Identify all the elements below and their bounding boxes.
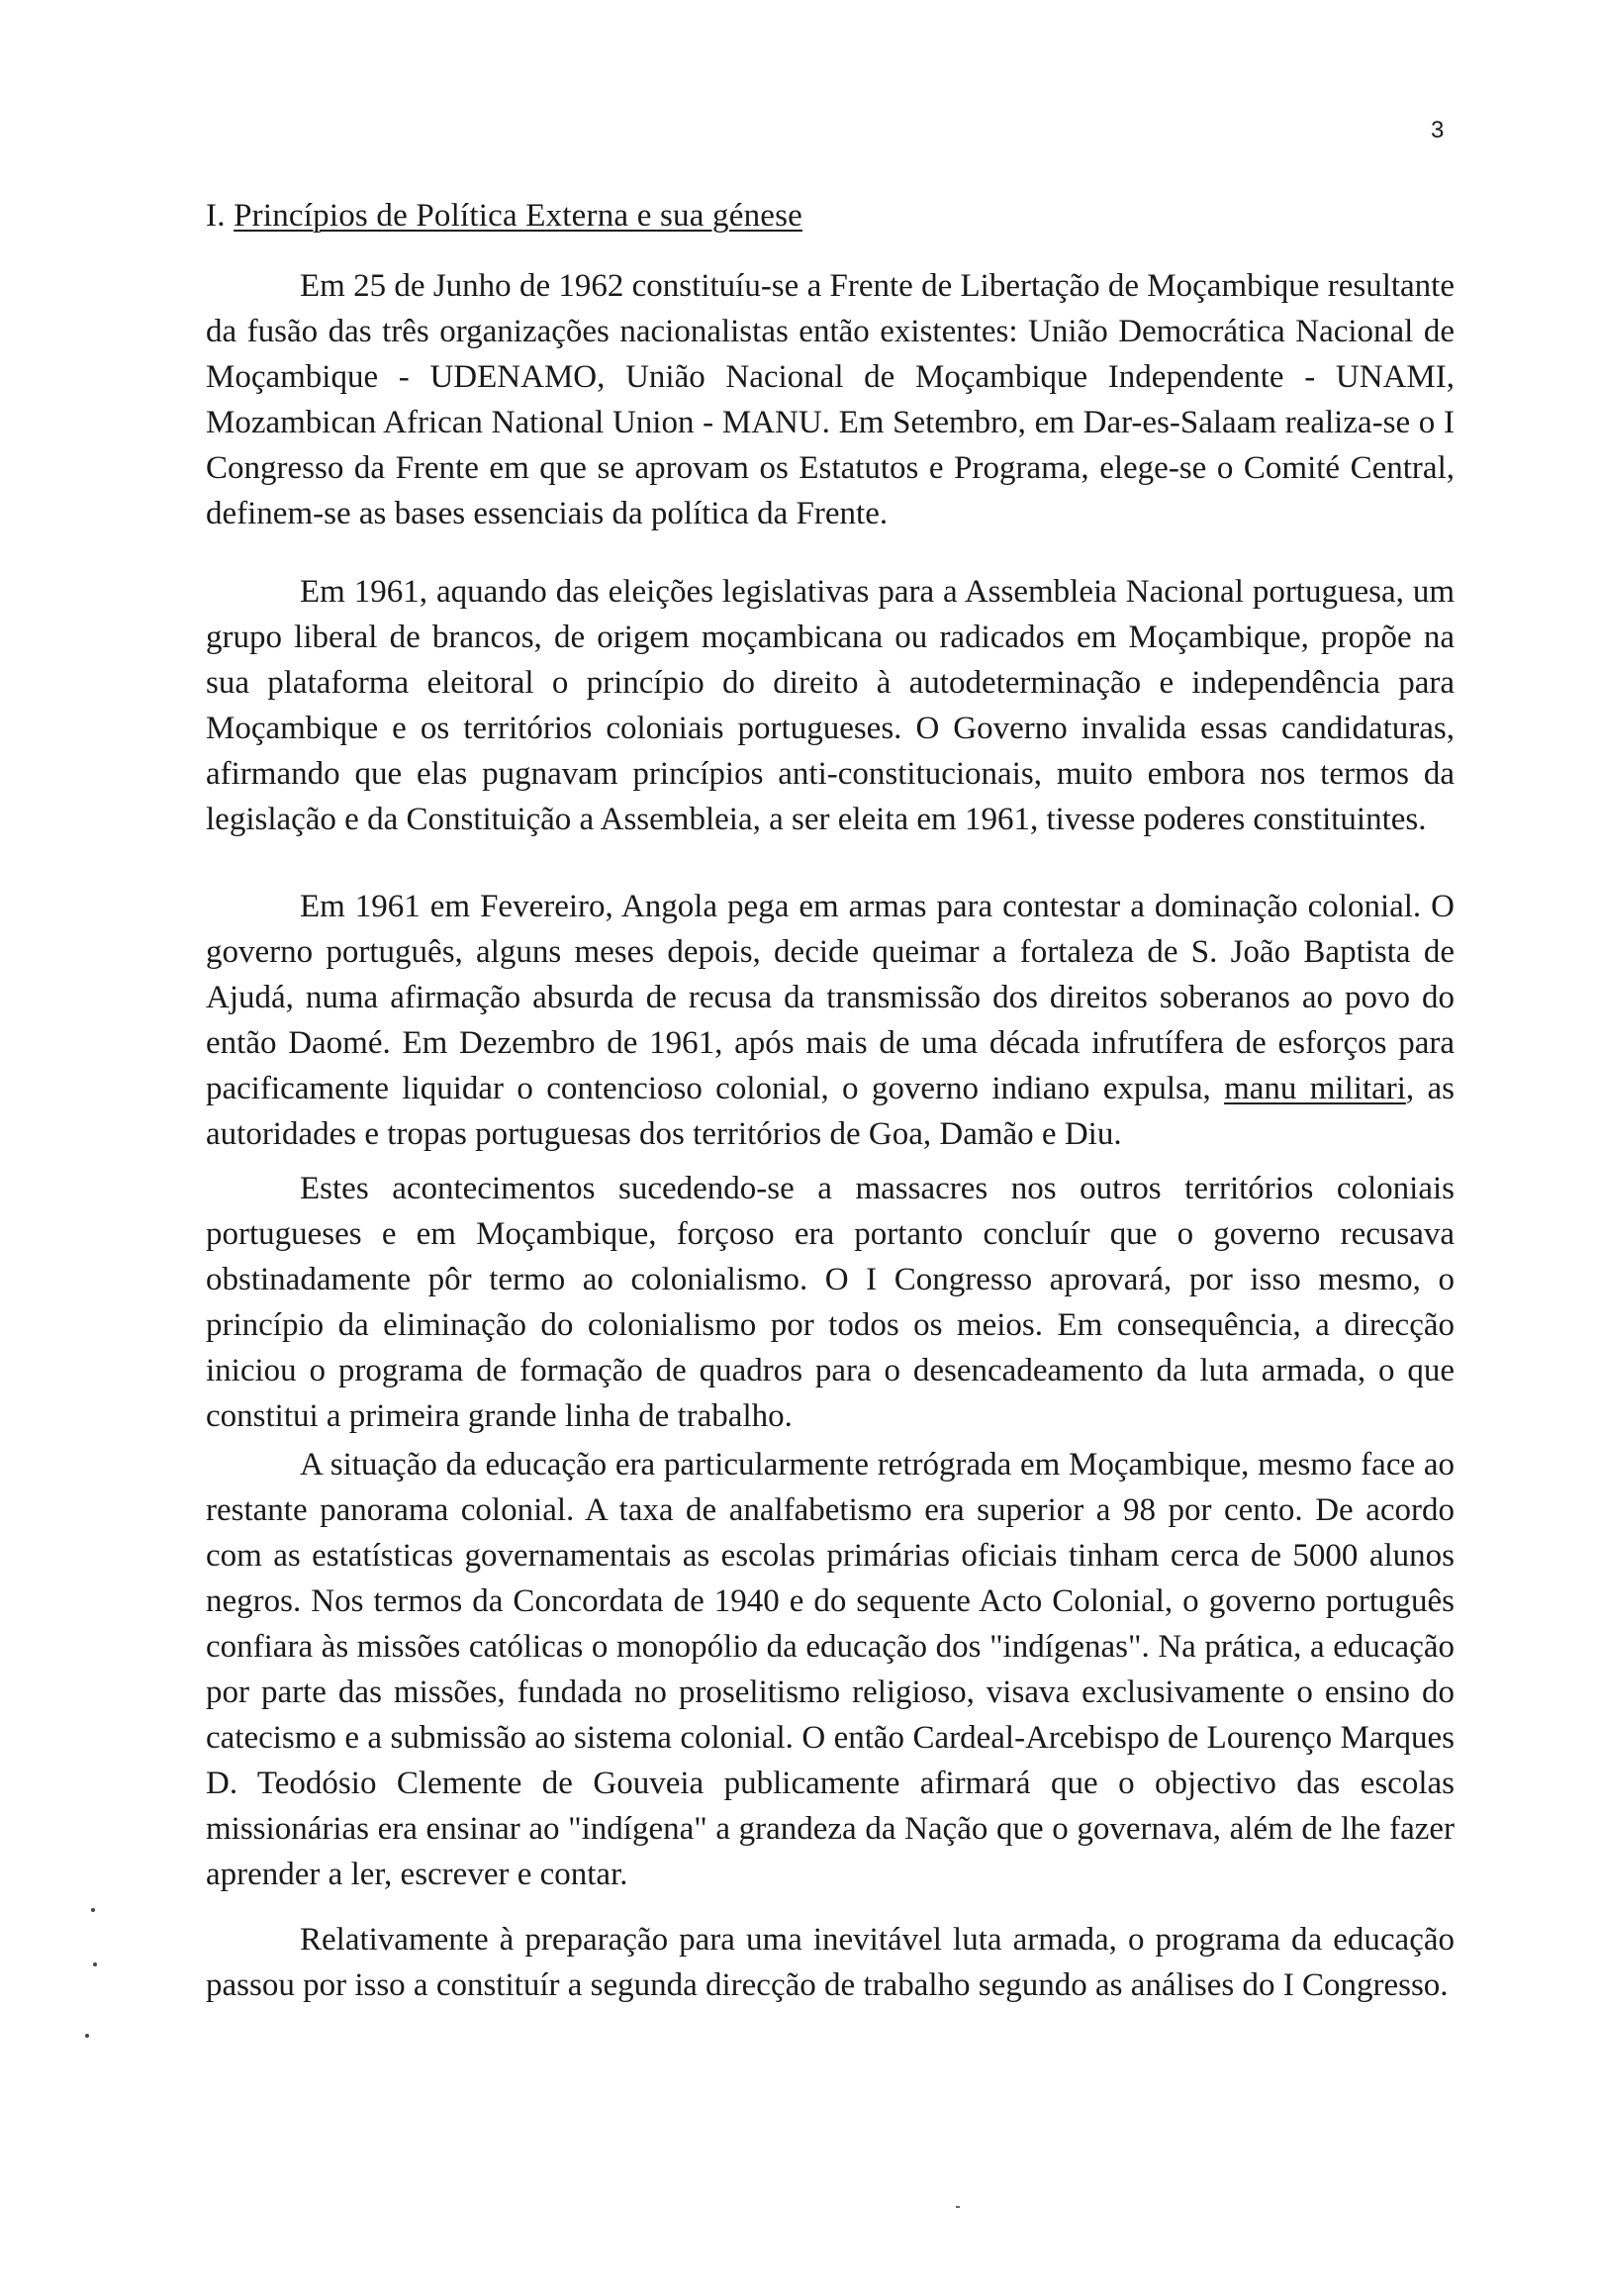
scan-speck <box>85 2034 89 2038</box>
scan-speck <box>93 1962 97 1966</box>
paragraph-angola-goa <box>206 884 1455 1157</box>
page-number: 3 <box>1431 117 1445 144</box>
paragraph-education-programme: Relativamente à preparação para uma inevitável luta armada, o programa da educação passou por isso a constituír a segunda direcção de trabalho segundo as análises do I Congresso. <box>206 1922 1455 2003</box>
paragraph-colonialism-elimination: Estes acontecimentos sucedendo-se a massacres nos outros territórios coloniais portugueses e em Moçambique, forçoso era portanto concluír que o governo recusava obstinadamente pôr termo ao colonialismo. O I Congresso aprovará, por isso mesmo, o princípio da eliminação do colonialismo por todos os meios. Em consequência, a direcção iniciou o programa de formação de quadros para o desencadeamento da luta armada, o que constitui a primeira grande linha de trabalho. <box>206 1171 1455 1434</box>
paragraph-frelimo-founding: Em 25 de Junho de 1962 constituíu-se a Frente de Libertação de Moçambique resultante da fusão das três organizações nacionalistas então existentes: União Democrática Nacional de Moçambique - UDENAMO, União Nacional de Moçambique Independente - UNAMI, Mozambican African National Union - MANU. Em Setembro, em Dar-es-Salaam realiza-se o I Congresso da Frente em que se aprovam os Estatutos e Programa, elege-se o Comité Central, definem-se as bases essenciais da política da Frente. <box>206 268 1455 531</box>
paragraph-1961-elections: Em 1961, aquando das eleições legislativas para a Assembleia Nacional portuguesa, um grupo liberal de brancos, de origem moçambicana ou radicados em Moçambique, propõe na sua plataforma eleitoral o princípio do direito à autodeterminação e independência para Moçambique e os territórios coloniais portugueses. O Governo invalida essas candidaturas, afirmando que elas pugnavam princípios anti-constitucionais, muito embora nos termos da legislação e da Constituição a Assembleia, a ser eleita em 1961, tivesse poderes constituintes. <box>206 574 1455 837</box>
scan-speck <box>91 1908 95 1912</box>
paragraph-angola-goa-text-1: Em 1961 em Fevereiro, Angola pega em armas para contestar a dominação colonial. O governo português, alguns meses depois, decide queimar a fortaleza de S. João Baptista de Ajudá, numa afirmação absurda de recusa da transmissão dos direitos soberanos ao povo do então Daomé. Em Dezembro de 1961, após mais de uma década infrutífera de esforços para pacificamente liquidar o contencioso colonial, o governo indiano expulsa, <box>206 889 1455 1106</box>
scan-speck <box>956 2206 960 2208</box>
paragraph-angola-goa-underlined: manu militari <box>1224 1071 1406 1106</box>
section-heading-prefix: I. <box>206 198 235 234</box>
section-heading-title: Princípios de Política Externa e sua génese <box>234 198 803 234</box>
paragraph-education-situation: A situação da educação era particularmente retrógrada em Moçambique, mesmo face ao restante panorama colonial. A taxa de analfabetismo era superior a 98 por cento. De acordo com as estatísticas governamentais as escolas primárias oficiais tinham cerca de 5000 alunos negros. Nos termos da Concordata de 1940 e do sequente Acto Colonial, o governo português confiara às missões católicas o monopólio da educação dos "indígenas". Na prática, a educação por parte das missões, fundada no proselitismo religioso, visava exclusivamente o ensino do catecismo e a submissão ao sistema colonial. O então Cardeal-Arcebispo de Lourenço Marques D. Teodósio Clemente de Gouveia publicamente afirmará que o objectivo das escolas missionárias era ensinar ao "indígena" a grandeza da Nação que o governava, além de lhe fazer aprender a ler, escrever e contar. <box>206 1447 1455 1892</box>
section-heading <box>206 198 802 235</box>
paragraph-angola-goa-text-2: , as autoridades e tropas portuguesas dos territórios de Goa, Damão e Diu. <box>206 1071 1456 1152</box>
